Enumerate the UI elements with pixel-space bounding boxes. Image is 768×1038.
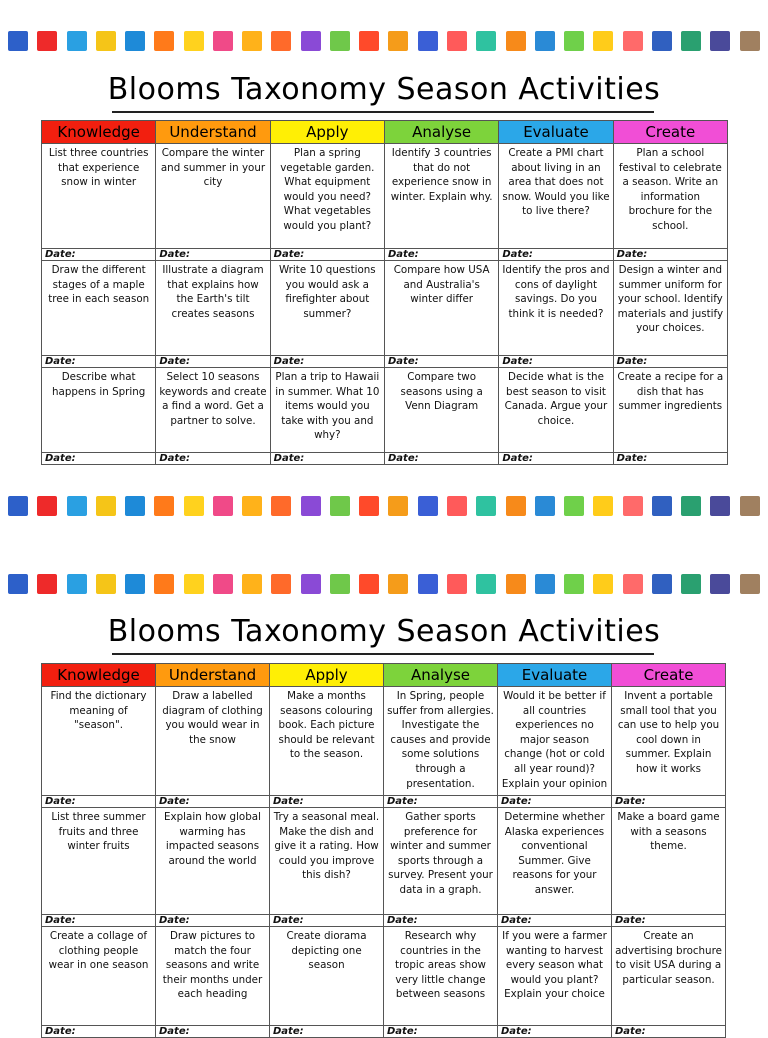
- activity-cell-understand: Draw a labelled diagram of clothing you would wear in the snow: [156, 687, 270, 796]
- activity-cell-apply: Plan a spring vegetable garden. What equipment would you need? What vegetables would you plant?: [270, 144, 384, 249]
- color-square: [242, 574, 262, 594]
- color-square: [96, 496, 116, 516]
- date-field: Date:: [156, 796, 270, 808]
- header-understand: Understand: [156, 121, 270, 144]
- decorative-band-top: [0, 31, 768, 53]
- date-field: Date:: [156, 453, 270, 465]
- color-square: [96, 574, 116, 594]
- activity-cell-evaluate: Would it be better if all countries experiences no major season change (hot or cold all year round)? Explain your opinion: [498, 687, 612, 796]
- activity-cell-analyse: Compare two seasons using a Venn Diagram: [384, 368, 498, 453]
- activity-cell-understand: Explain how global warming has impacted seasons around the world: [156, 808, 270, 915]
- activity-cell-evaluate: Determine whether Alaska experiences conventional Summer. Give reasons for your answer.: [498, 808, 612, 915]
- color-square: [623, 574, 643, 594]
- color-square: [184, 574, 204, 594]
- activity-cell-create: Invent a portable small tool that you can use to help you cool down in summer. Explain how it works: [612, 687, 726, 796]
- date-field: Date:: [42, 796, 156, 808]
- date-field: Date:: [270, 796, 384, 808]
- activity-row: [42, 261, 728, 356]
- color-square: [125, 574, 145, 594]
- color-square: [67, 31, 87, 51]
- color-square: [96, 31, 116, 51]
- date-field: Date:: [613, 249, 727, 261]
- activity-cell-create: Create a recipe for a dish that has summer ingredients: [613, 368, 727, 453]
- color-square: [125, 496, 145, 516]
- color-square: [359, 496, 379, 516]
- color-square: [242, 496, 262, 516]
- color-square: [125, 31, 145, 51]
- date-field: Date:: [384, 915, 498, 927]
- color-square: [681, 496, 701, 516]
- color-square: [535, 31, 555, 51]
- decorative-band-lower: [0, 574, 768, 596]
- activity-cell-understand: Draw pictures to match the four seasons and write their months under each heading: [156, 927, 270, 1026]
- activity-cell-analyse: Compare how USA and Australia's winter differ: [384, 261, 498, 356]
- sheet-2-title-underline: [112, 653, 654, 655]
- header-evaluate: Evaluate: [498, 664, 612, 687]
- color-square: [681, 574, 701, 594]
- date-field: Date:: [384, 453, 498, 465]
- date-field: Date:: [384, 249, 498, 261]
- activity-cell-knowledge: Create a collage of clothing people wear in one season: [42, 927, 156, 1026]
- activity-cell-analyse: Gather sports preference for winter and summer sports through a survey. Present your data in a graph.: [384, 808, 498, 915]
- color-square: [652, 574, 672, 594]
- color-square: [213, 574, 233, 594]
- date-field: Date:: [156, 1026, 270, 1038]
- activity-cell-create: Plan a school festival to celebrate a season. Write an information brochure for the school.: [613, 144, 727, 249]
- color-square: [418, 496, 438, 516]
- date-field: Date:: [384, 356, 498, 368]
- color-square: [710, 574, 730, 594]
- color-square: [67, 496, 87, 516]
- color-square: [184, 31, 204, 51]
- color-square: [535, 574, 555, 594]
- color-square: [506, 574, 526, 594]
- activity-cell-understand: Illustrate a diagram that explains how the Earth's tilt creates seasons: [156, 261, 270, 356]
- activity-row: [42, 687, 726, 796]
- color-square: [301, 574, 321, 594]
- activity-cell-evaluate: Identify the pros and cons of daylight savings. Do you think it is needed?: [499, 261, 613, 356]
- color-square: [37, 574, 57, 594]
- header-knowledge: Knowledge: [42, 121, 156, 144]
- color-square: [242, 31, 262, 51]
- header-analyse: Analyse: [384, 664, 498, 687]
- date-field: Date:: [499, 356, 613, 368]
- color-square: [359, 31, 379, 51]
- activity-row: [42, 927, 726, 1026]
- activity-cell-apply: Plan a trip to Hawaii in summer. What 10 items would you take with you and why?: [270, 368, 384, 453]
- activity-cell-analyse: Research why countries in the tropic areas show very little change between seasons: [384, 927, 498, 1026]
- color-square: [213, 31, 233, 51]
- header-apply: Apply: [270, 121, 384, 144]
- color-square: [710, 496, 730, 516]
- activity-grid-1: [41, 120, 728, 465]
- color-square: [681, 31, 701, 51]
- header-understand: Understand: [156, 664, 270, 687]
- header-create: Create: [613, 121, 727, 144]
- activity-cell-apply: Make a months seasons colouring book. Each picture should be relevant to the season.: [270, 687, 384, 796]
- color-square: [564, 31, 584, 51]
- color-square: [213, 496, 233, 516]
- color-square: [8, 574, 28, 594]
- header-knowledge: Knowledge: [42, 664, 156, 687]
- activity-cell-evaluate: Create a PMI chart about living in an area that does not snow. Would you like to live there?: [499, 144, 613, 249]
- activity-cell-create: Design a winter and summer uniform for your school. Identify materials and justify your choices.: [613, 261, 727, 356]
- color-square: [476, 574, 496, 594]
- color-square: [623, 496, 643, 516]
- date-field: Date:: [384, 1026, 498, 1038]
- color-square: [8, 31, 28, 51]
- color-square: [301, 31, 321, 51]
- date-field: Date:: [270, 249, 384, 261]
- activity-cell-analyse: In Spring, people suffer from allergies. Investigate the causes and provide some solutions through a presentation.: [384, 687, 498, 796]
- header-evaluate: Evaluate: [499, 121, 613, 144]
- header-analyse: Analyse: [384, 121, 498, 144]
- color-square: [740, 31, 760, 51]
- date-field: Date:: [498, 915, 612, 927]
- date-field: Date:: [612, 796, 726, 808]
- header-create: Create: [612, 664, 726, 687]
- color-square: [593, 31, 613, 51]
- activity-row: [42, 808, 726, 915]
- color-square: [359, 574, 379, 594]
- color-square: [271, 31, 291, 51]
- activity-row: [42, 144, 728, 249]
- color-square: [271, 496, 291, 516]
- activity-cell-knowledge: Find the dictionary meaning of "season".: [42, 687, 156, 796]
- date-field: Date:: [613, 356, 727, 368]
- sheet-2-title: Blooms Taxonomy Season Activities: [107, 614, 661, 649]
- activity-cell-apply: Try a seasonal meal. Make the dish and give it a rating. How could you improve this dish?: [270, 808, 384, 915]
- color-square: [154, 574, 174, 594]
- date-field: Date:: [42, 356, 156, 368]
- date-field: Date:: [613, 453, 727, 465]
- date-field: Date:: [499, 249, 613, 261]
- color-square: [154, 496, 174, 516]
- date-field: Date:: [156, 915, 270, 927]
- date-field: Date:: [156, 249, 270, 261]
- color-square: [330, 496, 350, 516]
- date-field: Date:: [498, 796, 612, 808]
- date-field: Date:: [270, 453, 384, 465]
- date-field: Date:: [384, 796, 498, 808]
- color-square: [652, 31, 672, 51]
- color-square: [184, 496, 204, 516]
- color-square: [67, 574, 87, 594]
- color-square: [506, 496, 526, 516]
- activity-grid-2: [41, 663, 726, 1038]
- date-field: Date:: [42, 915, 156, 927]
- activity-row: [42, 368, 728, 453]
- date-field: Date:: [499, 453, 613, 465]
- activity-cell-apply: Write 10 questions you would ask a firefighter about summer?: [270, 261, 384, 356]
- color-square: [388, 31, 408, 51]
- activity-cell-knowledge: Draw the different stages of a maple tree in each season: [42, 261, 156, 356]
- activity-cell-knowledge: List three summer fruits and three winter fruits: [42, 808, 156, 915]
- activity-cell-create: Create an advertising brochure to visit USA during a particular season.: [612, 927, 726, 1026]
- activity-cell-apply: Create diorama depicting one season: [270, 927, 384, 1026]
- activity-cell-knowledge: Describe what happens in Spring: [42, 368, 156, 453]
- date-field: Date:: [270, 1026, 384, 1038]
- color-square: [652, 496, 672, 516]
- date-field: Date:: [498, 1026, 612, 1038]
- color-square: [740, 496, 760, 516]
- color-square: [476, 496, 496, 516]
- date-field: Date:: [42, 249, 156, 261]
- color-square: [418, 31, 438, 51]
- color-square: [8, 496, 28, 516]
- color-square: [476, 31, 496, 51]
- color-square: [37, 31, 57, 51]
- activity-cell-understand: Compare the winter and summer in your city: [156, 144, 270, 249]
- color-square: [710, 31, 730, 51]
- color-square: [564, 574, 584, 594]
- date-field: Date:: [270, 356, 384, 368]
- header-apply: Apply: [270, 664, 384, 687]
- activity-cell-knowledge: List three countries that experience snow in winter: [42, 144, 156, 249]
- date-field: Date:: [42, 1026, 156, 1038]
- color-square: [271, 574, 291, 594]
- date-field: Date:: [612, 1026, 726, 1038]
- color-square: [740, 574, 760, 594]
- color-square: [388, 574, 408, 594]
- color-square: [37, 496, 57, 516]
- color-square: [447, 496, 467, 516]
- decorative-band-middle: [0, 496, 768, 518]
- activity-cell-evaluate: If you were a farmer wanting to harvest every season what would you plant? Explain your choice: [498, 927, 612, 1026]
- color-square: [301, 496, 321, 516]
- color-square: [418, 574, 438, 594]
- color-square: [593, 574, 613, 594]
- color-square: [623, 31, 643, 51]
- color-square: [564, 496, 584, 516]
- color-square: [593, 496, 613, 516]
- activity-cell-understand: Select 10 seasons keywords and create a find a word. Get a partner to solve.: [156, 368, 270, 453]
- color-square: [506, 31, 526, 51]
- color-square: [388, 496, 408, 516]
- color-square: [535, 496, 555, 516]
- date-field: Date:: [156, 356, 270, 368]
- color-square: [330, 31, 350, 51]
- color-square: [330, 574, 350, 594]
- color-square: [447, 574, 467, 594]
- color-square: [447, 31, 467, 51]
- activity-cell-analyse: Identify 3 countries that do not experience snow in winter. Explain why.: [384, 144, 498, 249]
- color-square: [154, 31, 174, 51]
- sheet-1-title-underline: [112, 111, 654, 113]
- activity-cell-create: Make a board game with a seasons theme.: [612, 808, 726, 915]
- date-field: Date:: [612, 915, 726, 927]
- sheet-1-title: Blooms Taxonomy Season Activities: [107, 72, 661, 107]
- date-field: Date:: [270, 915, 384, 927]
- date-field: Date:: [42, 453, 156, 465]
- activity-cell-evaluate: Decide what is the best season to visit Canada. Argue your choice.: [499, 368, 613, 453]
